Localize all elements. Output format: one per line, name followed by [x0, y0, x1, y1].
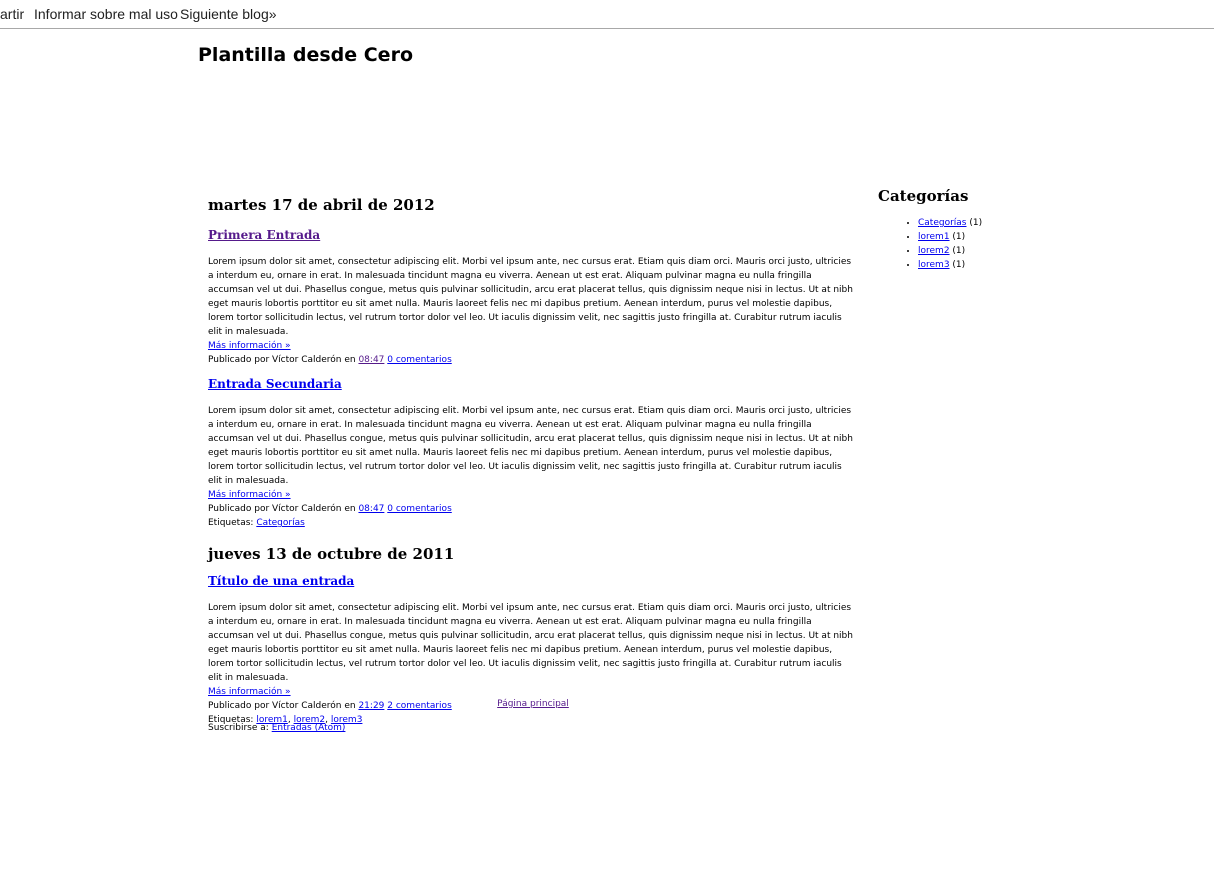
post-body: [208, 255, 858, 339]
post-label-link[interactable]: Categorías: [256, 518, 305, 528]
category-link[interactable]: Categorías: [918, 218, 967, 228]
read-more-link[interactable]: Más información »: [208, 341, 291, 351]
post-labels-prefix: Etiquetas:: [208, 715, 254, 725]
post: [208, 227, 858, 367]
blog-pager: [208, 697, 858, 711]
post-time-link[interactable]: 08:47: [358, 355, 385, 365]
category-link[interactable]: lorem1: [918, 232, 950, 242]
post-author: Publicado por Víctor Calderón en: [208, 701, 356, 711]
main-column: [208, 194, 858, 733]
post-author: Publicado por Víctor Calderón en: [208, 355, 356, 365]
atom-feed-link[interactable]: Entradas (Atom): [271, 723, 346, 733]
post-label-link[interactable]: lorem3: [330, 715, 363, 725]
post-author: Publicado por Víctor Calderón en: [208, 504, 356, 514]
category-item: [918, 230, 1178, 244]
post-body-text: Lorem ipsum dolor sit amet, consectetur adipiscing elit. Morbi vel ipsum ante, nec cursus erat. Etiam quis diam orci. Mauris orci justo, ultricies a interdum eu, ornare in erat. In malesuada tincidunt magna eu viverra. Aenean ut est erat. Aliquam pulvinar magna eu nulla fringilla accumsan vel ut dui. Phasellus congue, metus quis pulvinar sollicitudin, arcu erat placerat tellus, quis dignissim neque nisi in lectus. Ut at nibh eget mauris lobortis porttitor eu sit amet nulla. Mauris laoreet felis nec mi dapibus pretium. Aenean interdum, purus vel molestie dapibus, lorem tortor sollicitudin lectus, vel rutrum tortor dolor vel leo. Ut iaculis dignissim velit, nec sagittis justo fringilla at. Curabitur rutrum iaculis elit in malesuada.: [208, 603, 853, 683]
post-comments-link[interactable]: 0 comentarios: [387, 355, 452, 365]
post-body-text: Lorem ipsum dolor sit amet, consectetur adipiscing elit. Morbi vel ipsum ante, nec cursus erat. Etiam quis diam orci. Mauris orci justo, ultricies a interdum eu, ornare in erat. In malesuada tincidunt magna eu viverra. Aenean ut est erat. Aliquam pulvinar magna eu nulla fringilla accumsan vel ut dui. Phasellus congue, metus quis pulvinar sollicitudin, arcu erat placerat tellus, quis dignissim neque nisi in lectus. Ut at nibh eget mauris lobortis porttitor eu sit amet nulla. Mauris laoreet felis nec mi dapibus pretium. Aenean interdum, purus vel molestie dapibus, lorem tortor sollicitudin lectus, vel rutrum tortor dolor vel leo. Ut iaculis dignissim velit, nec sagittis justo fringilla at. Curabitur rutrum iaculis elit in malesuada.: [208, 257, 853, 337]
home-page-link[interactable]: Página principal: [497, 699, 569, 709]
category-item: [918, 244, 1178, 258]
post-label-link[interactable]: lorem2: [293, 715, 326, 725]
post-label-link[interactable]: lorem1: [256, 715, 288, 725]
category-list: [878, 216, 1178, 272]
category-link[interactable]: lorem2: [918, 246, 950, 256]
post-comments-link[interactable]: 0 comentarios: [387, 504, 452, 514]
report-abuse-link[interactable]: Informar sobre mal uso: [34, 6, 178, 22]
blogger-navbar: [0, 0, 1214, 29]
post-time-link[interactable]: 21:29: [358, 701, 385, 711]
post-comments-link[interactable]: 2 comentarios: [387, 701, 452, 711]
post-title-link[interactable]: Entrada Secundaria: [208, 377, 342, 391]
share-link[interactable]: artir: [0, 6, 25, 22]
post-title: [208, 376, 858, 392]
sidebar: [878, 186, 1178, 272]
category-count: (1): [952, 232, 966, 242]
category-link[interactable]: lorem3: [918, 260, 950, 270]
post: [208, 376, 858, 530]
read-more-link[interactable]: Más información »: [208, 687, 291, 697]
post-labels: [208, 516, 858, 530]
category-item: [918, 258, 1178, 272]
sidebar-title: Categorías: [878, 187, 969, 205]
subscribe-prefix: Suscribirse a:: [208, 723, 269, 733]
category-count: (1): [952, 260, 966, 270]
post-title-link[interactable]: Primera Entrada: [208, 228, 321, 242]
read-more-link[interactable]: Más información »: [208, 490, 291, 500]
date-header: jueves 13 de octubre de 2011: [208, 545, 455, 563]
date-header: martes 17 de abril de 2012: [208, 196, 435, 214]
post-time-link[interactable]: 08:47: [358, 504, 385, 514]
subscribe-links: [208, 721, 345, 735]
category-count: (1): [969, 218, 983, 228]
post-labels: Etiquetas: lorem1, lorem2, lorem3: [208, 715, 363, 725]
post-title: [208, 573, 858, 589]
post-body-text: Lorem ipsum dolor sit amet, consectetur adipiscing elit. Morbi vel ipsum ante, nec cursus erat. Etiam quis diam orci. Mauris orci justo, ultricies a interdum eu, ornare in erat. In malesuada tincidunt magna eu viverra. Aenean ut est erat. Aliquam pulvinar magna eu nulla fringilla accumsan vel ut dui. Phasellus congue, metus quis pulvinar sollicitudin, arcu erat placerat tellus, quis dignissim neque nisi in lectus. Ut at nibh eget mauris lobortis porttitor eu sit amet nulla. Mauris laoreet felis nec mi dapibus pretium. Aenean interdum, purus vel molestie dapibus, lorem tortor sollicitudin lectus, vel rutrum tortor dolor vel leo. Ut iaculis dignissim velit, nec sagittis justo fringilla at. Curabitur rutrum iaculis elit in malesuada.: [208, 406, 853, 486]
post-body: [208, 404, 858, 488]
post-title: [208, 227, 858, 243]
post-labels-prefix: Etiquetas:: [208, 518, 254, 528]
category-item: [918, 216, 1178, 230]
post-footer: [208, 353, 858, 367]
next-blog-link[interactable]: Siguiente blog»: [180, 6, 277, 22]
category-count: (1): [952, 246, 966, 256]
blog-title[interactable]: Plantilla desde Cero: [198, 44, 413, 66]
post-footer: [208, 502, 858, 516]
post-body: [208, 601, 858, 685]
post-title-link[interactable]: Título de una entrada: [208, 574, 355, 588]
